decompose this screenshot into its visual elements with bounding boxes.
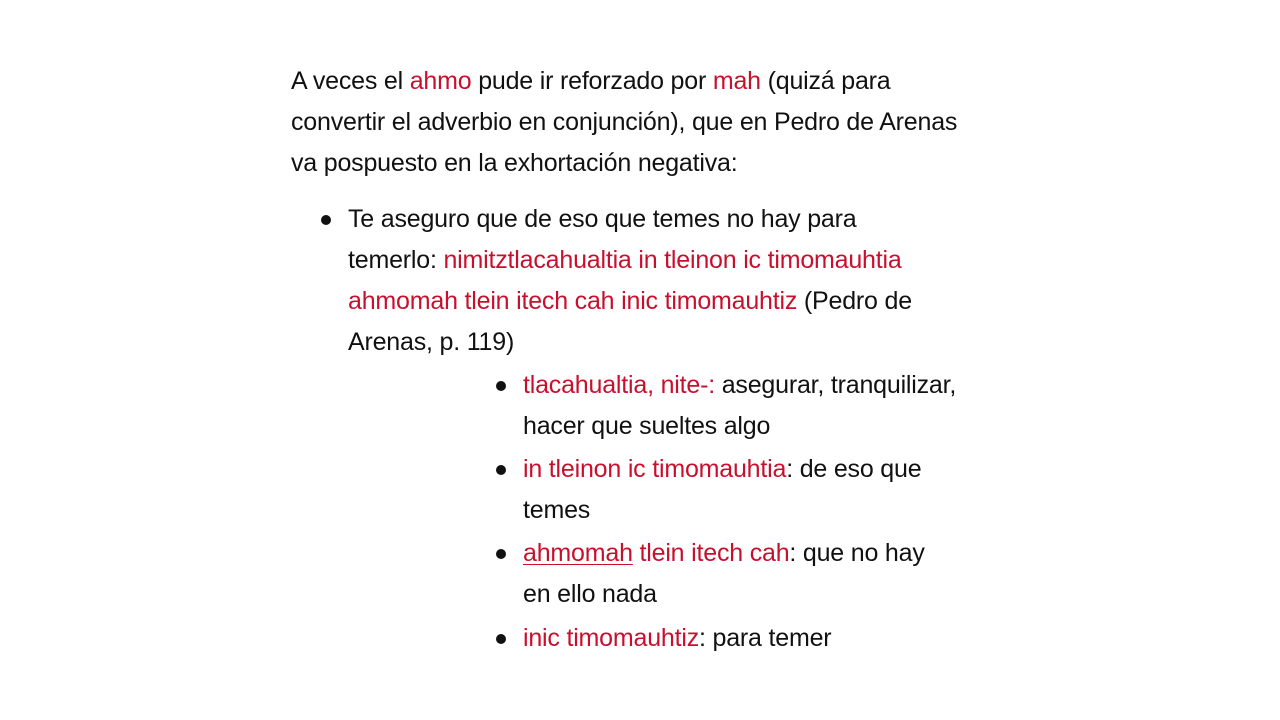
gloss-definition: : para temer: [699, 624, 832, 652]
bullet-icon: [496, 549, 506, 559]
term-ahmo: ahmo: [409, 67, 472, 95]
example-nahuatl: nimitztlacahualtia in tleinon ic timomauhtia ahmomah tlein itech cah inic timomauhtiz: [348, 246, 902, 315]
term-mah: mah: [712, 67, 761, 95]
intro-text-2: pude ir reforzado por: [471, 67, 713, 95]
gloss-definition: : de eso que temes: [523, 455, 922, 524]
example-spanish: Te aseguro que de eso que temes no hay para temerlo:: [348, 205, 857, 274]
gloss-text: [523, 449, 953, 531]
bullet-icon: [321, 215, 331, 225]
gloss-definition: asegurar, tranquilizar, hacer que sueltes algo: [523, 371, 957, 440]
intro-paragraph: [291, 61, 981, 184]
gloss-term: tlein itech cah: [632, 539, 790, 567]
bullet-icon: [496, 634, 506, 644]
gloss-term: inic timomauhtiz: [523, 624, 700, 652]
gloss-definition: : que no hay en ello nada: [523, 539, 925, 608]
gloss-term-underlined: ahmomah: [523, 539, 633, 567]
intro-text-1: A veces el: [291, 67, 410, 95]
gloss-text: [523, 365, 973, 447]
intro-text-3: (quizá para convertir el adverbio en conjunción), que en Pedro de Arenas va pospuesto en la exhortación negativa:: [291, 67, 958, 177]
gloss-text: [523, 533, 953, 615]
example-citation: (Pedro de Arenas, p. 119): [348, 287, 912, 356]
bullet-icon: [496, 381, 506, 391]
gloss-term: tlacahualtia, nite-:: [523, 371, 715, 399]
bullet-icon: [496, 465, 506, 475]
gloss-text: [523, 618, 953, 659]
example-text: [348, 199, 938, 363]
gloss-term: in tleinon ic timomauhtia: [523, 455, 787, 483]
